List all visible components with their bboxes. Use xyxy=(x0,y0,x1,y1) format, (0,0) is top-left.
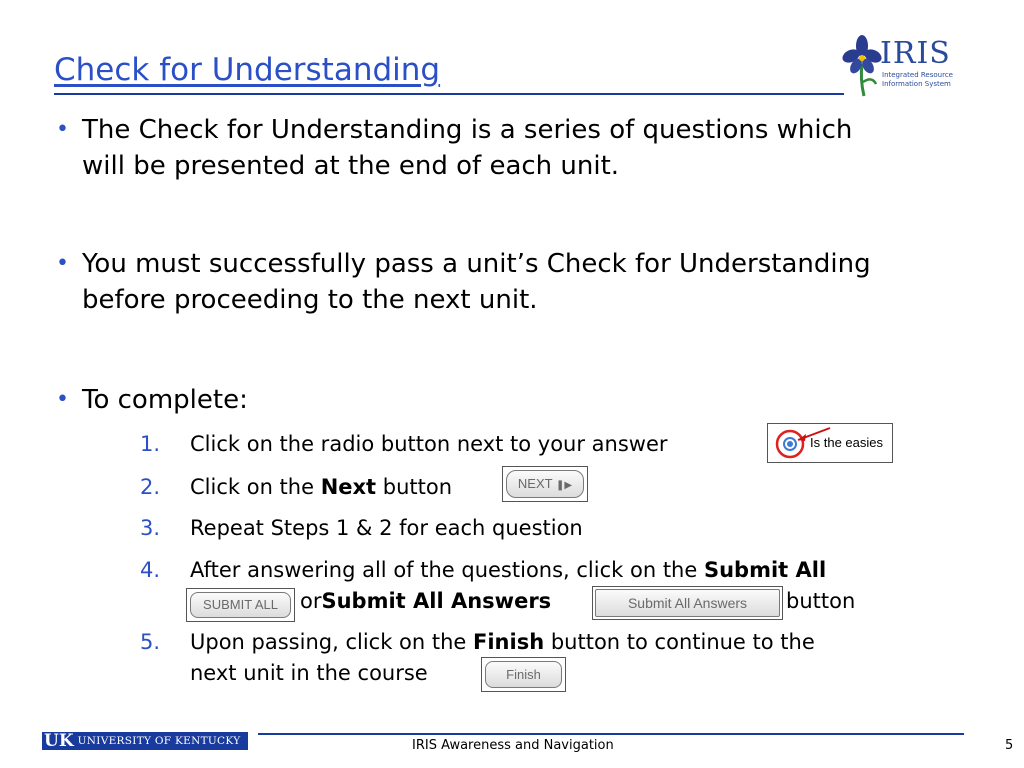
step-item xyxy=(140,555,826,586)
step-item xyxy=(140,429,668,460)
footer-title: IRIS Awareness and Navigation xyxy=(412,738,614,753)
university-logo xyxy=(42,732,248,750)
radio-option-label: Is the easies xyxy=(810,435,883,450)
bullet-item xyxy=(56,382,882,418)
radio-example-image xyxy=(767,423,893,463)
next-button-example xyxy=(502,466,588,502)
submit-all-button-example xyxy=(186,588,295,622)
slide-title: Check for Understanding xyxy=(54,52,441,88)
bullet-marker: • xyxy=(56,387,69,412)
step-text: Click on the Next button xyxy=(190,475,453,499)
iris-logo xyxy=(842,34,992,98)
submit-all-button[interactable]: SUBMIT ALL xyxy=(190,592,291,618)
finish-button-example xyxy=(481,657,566,692)
step-number: 2. xyxy=(140,475,161,499)
bullet-text: The Check for Understanding is a series of questions which will be presented at the end of each unit. xyxy=(82,115,853,181)
step-item xyxy=(140,627,815,658)
step-text: Repeat Steps 1 & 2 for each question xyxy=(190,516,583,540)
step-item xyxy=(140,513,583,544)
iris-flower-icon xyxy=(842,34,882,98)
page-number: 5 xyxy=(1005,738,1014,753)
step-text-continued: next unit in the course xyxy=(190,661,428,685)
step-number: 5. xyxy=(140,630,161,654)
next-button[interactable]: NEXT ❚▶ xyxy=(506,470,584,498)
submit-all-answers-button[interactable]: Submit All Answers xyxy=(595,589,780,617)
submit-all-answers-button-example xyxy=(592,586,783,620)
step-number: 1. xyxy=(140,432,161,456)
bullet-item xyxy=(56,246,882,318)
step-number: 4. xyxy=(140,558,161,582)
step-text: After answering all of the questions, click on the Submit All xyxy=(190,558,827,582)
finish-button[interactable]: Finish xyxy=(485,661,562,688)
step-text-continued: button xyxy=(786,589,856,613)
bullet-marker: • xyxy=(56,251,69,276)
university-name: UNIVERSITY OF KENTUCKY xyxy=(77,735,241,747)
logo-subtitle: Integrated Resource Information System xyxy=(882,71,953,88)
bullet-marker: • xyxy=(56,117,69,142)
step-number: 3. xyxy=(140,516,161,540)
step-text-continued: or Submit All Answers xyxy=(300,589,552,613)
bullet-text: You must successfully pass a unit’s Check for Understanding before proceeding to the next unit. xyxy=(82,249,871,315)
uk-mark: UK xyxy=(44,731,74,751)
step-text: Click on the radio button next to your answer xyxy=(190,432,668,456)
logo-wordmark: IRIS xyxy=(880,36,951,71)
bullet-text: To complete: xyxy=(82,385,248,415)
play-arrow-icon: ❚▶ xyxy=(555,480,573,491)
bullet-item xyxy=(56,112,882,184)
step-text: Upon passing, click on the Finish button to continue to the xyxy=(190,630,815,654)
title-divider xyxy=(54,93,844,95)
step-item xyxy=(140,472,452,503)
footer-divider xyxy=(258,733,964,735)
